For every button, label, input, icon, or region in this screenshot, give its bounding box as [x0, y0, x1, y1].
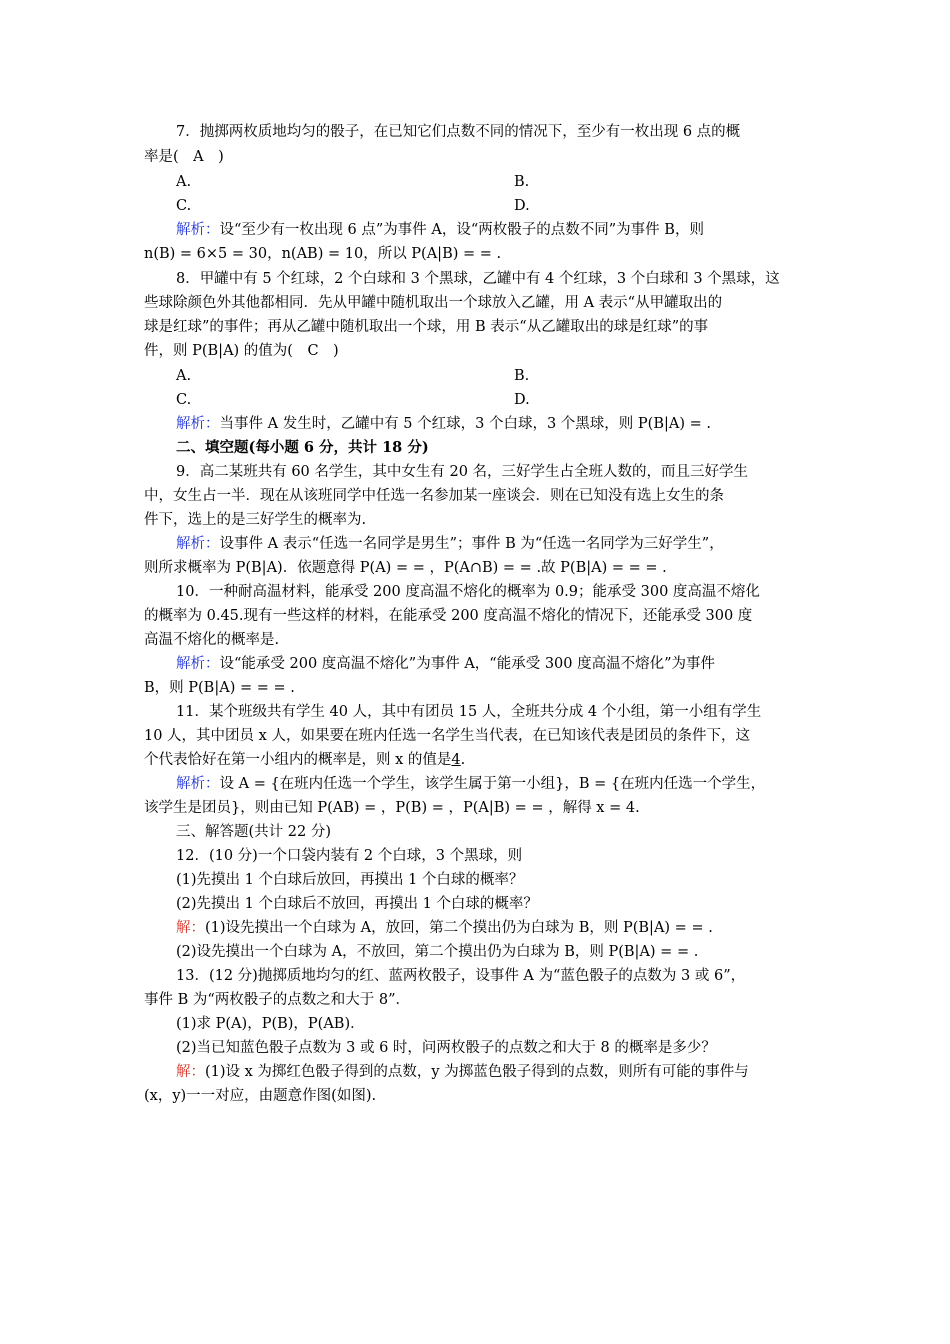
q7-option-c: C. [176, 198, 192, 214]
q11-stem-line1: 11．某个班级共有学生 40 人，其中有团员 15 人，全班共分成 4 个小组，第一小组有学生 [176, 704, 762, 720]
q9-stem-line3: 件下，选上的是三好学生的概率为. [144, 512, 367, 528]
q8-stem-line3: 球是红球”的事件；再从乙罐中随机取出一个球，用 B 表示“从乙罐取出的球是红球”的事 [144, 319, 709, 335]
q10-stem-line3: 高温不熔化的概率是. [144, 632, 280, 648]
q11-solution-line1: 解析：设 A = {在班内任选一个学生，该学生属于第一小组}，B = {在班内任选一个学生， [176, 776, 766, 792]
q12-part1: (1)先摸出 1 个白球后放回，再摸出 1 个白球的概率？ [176, 872, 524, 888]
q8-option-c: C. [176, 392, 192, 408]
solution-label: 解析： [176, 222, 220, 238]
section-answer-heading: 三、解答题(共计 22 分) [176, 824, 331, 840]
q8-solution: 解析：当事件 A 发生时，乙罐中有 5 个红球，3 个白球，3 个黑球，则 P(B|A) = . [176, 416, 711, 432]
q13-solution-line2: (x，y)一一对应，由题意作图(如图). [144, 1088, 377, 1104]
q12-solution-line2: (2)设先摸出一个白球为 A，不放回，第二个摸出仍为白球为 B，则 P(B|A) = = . [176, 944, 699, 960]
q11-answer: 4 [451, 752, 461, 768]
q11-stem-line3: 个代表恰好在第一小组内的概率是，则 x 的值是4. [144, 752, 466, 768]
q11-stem-line2: 10 人，其中团员 x 人，如果要在班内任选一名学生当代表，在已知该代表是团员的条件下，这 [144, 728, 750, 744]
q10-solution-line2: B，则 P(B|A) = = = . [144, 680, 295, 696]
q10-solution-line1: 解析：设“能承受 200 度高温不熔化”为事件 A，“能承受 300 度高温不熔化”为事件 [176, 656, 716, 672]
q7-solution-line1: 解析：设“至少有一枚出现 6 点”为事件 A，设“两枚骰子的点数不同”为事件 B，则 [176, 222, 704, 238]
q8-stem-line4: 件，则 P(B|A) 的值为( C ) [144, 343, 339, 359]
q10-stem-line2: 的概率为 0.45.现有一些这样的材料，在能承受 200 度高温不熔化的情况下，还能承受 300 度 [144, 608, 753, 624]
section-fill-in-heading: 二、填空题(每小题 6 分，共计 18 分) [176, 439, 429, 456]
solution-label: 解析： [176, 776, 220, 792]
q10-stem-line1: 10．一种耐高温材料，能承受 200 度高温不熔化的概率为 0.9；能承受 300 度高温不熔化 [176, 584, 760, 600]
q8-stem-line1: 8．甲罐中有 5 个红球，2 个白球和 3 个黑球，乙罐中有 4 个红球，3 个白球和 3 个黑球，这 [176, 271, 780, 287]
q13-part1: (1)求 P(A)，P(B)，P(AB)． [176, 1016, 365, 1032]
q7-stem-line1: 7．抛掷两枚质地均匀的骰子，在已知它们点数不同的情况下，至少有一枚出现 6 点的概 [176, 124, 741, 140]
q9-solution-line2: 则所求概率为 P(B|A)．依题意得 P(A) = = ，P(A∩B) = = .故 P(B|A) = = = . [144, 560, 667, 576]
q9-stem-line1: 9．高二某班共有 60 名学生，其中女生有 20 名，三好学生占全班人数的，而且三好学生 [176, 464, 749, 480]
solution-label: 解： [176, 1064, 205, 1080]
q13-part2: (2)当已知蓝色骰子点数为 3 或 6 时，问两枚骰子的点数之和大于 8 的概率是多少？ [176, 1040, 716, 1056]
q13-stem-line2: 事件 B 为“两枚骰子的点数之和大于 8”． [144, 992, 411, 1008]
q8-option-d: D. [514, 392, 530, 408]
q11-solution-line2: 该学生是团员}，则由已知 P(AB) = ，P(B) = ，P(A|B) = = ，解得 x = 4. [144, 800, 640, 816]
q8-option-b: B. [514, 368, 530, 384]
q7-option-a: A. [176, 174, 192, 190]
q12-stem: 12．(10 分)一个口袋内装有 2 个白球，3 个黑球，则 [176, 848, 523, 864]
solution-label: 解析： [176, 536, 220, 552]
q7-option-b: B. [514, 174, 530, 190]
q9-solution-line1: 解析：设事件 A 表示“任选一名同学是男生”；事件 B 为“任选一名同学为三好学生”， [176, 536, 724, 552]
solution-label: 解析： [176, 416, 220, 432]
q13-stem-line1: 13．(12 分)抛掷质地均匀的红、蓝两枚骰子，设事件 A 为“蓝色骰子的点数为 3 或 6”， [176, 968, 746, 984]
q9-stem-line2: 中，女生占一半．现在从该班同学中任选一名参加某一座谈会．则在已知没有选上女生的条 [144, 488, 724, 504]
solution-label: 解： [176, 920, 205, 936]
q13-solution-line1: 解：(1)设 x 为掷红色骰子得到的点数，y 为掷蓝色骰子得到的点数，则所有可能的事件与 [176, 1064, 749, 1080]
q7-option-d: D. [514, 198, 530, 214]
q12-solution-line1: 解：(1)设先摸出一个白球为 A，放回，第二个摸出仍为白球为 B，则 P(B|A) = = . [176, 920, 713, 936]
q7-solution-line2: n(B) = 6×5 = 30，n(AB) = 10，所以 P(A|B) = = . [144, 246, 502, 262]
q7-stem-line2: 率是( A ) [144, 149, 224, 165]
q12-part2: (2)先摸出 1 个白球后不放回，再摸出 1 个白球的概率？ [176, 896, 538, 912]
q8-option-a: A. [176, 368, 192, 384]
solution-label: 解析： [176, 656, 220, 672]
q8-stem-line2: 些球除颜色外其他都相同．先从甲罐中随机取出一个球放入乙罐，用 A 表示“从甲罐取出的 [144, 295, 723, 311]
